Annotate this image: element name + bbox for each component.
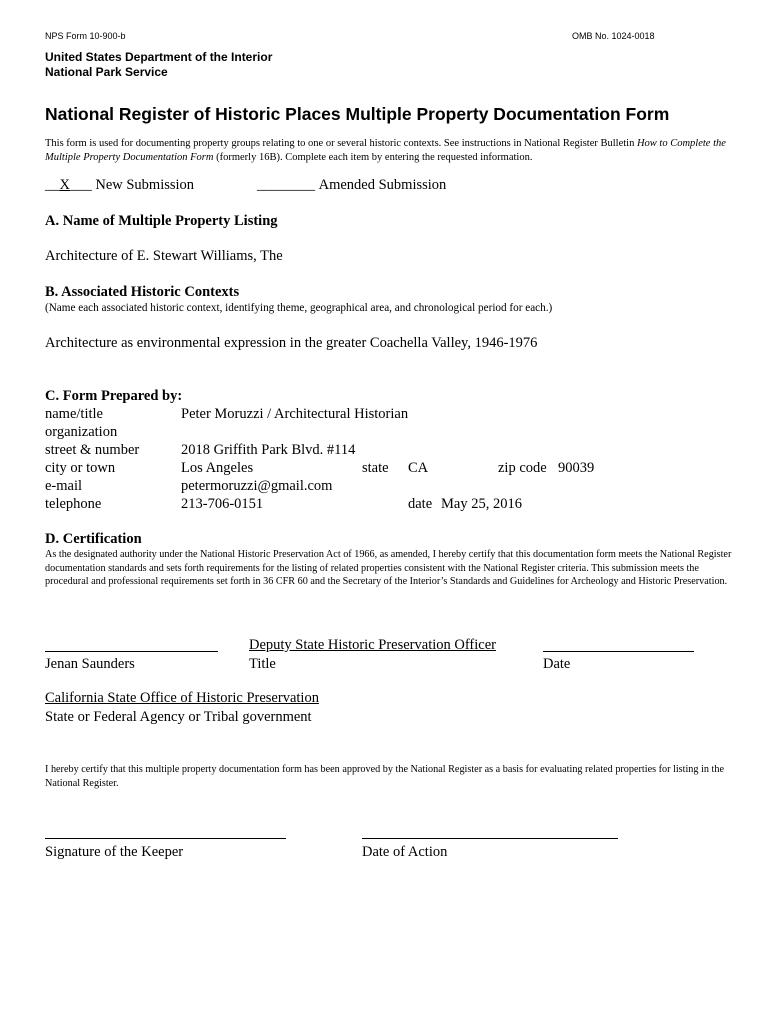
intro-bulletin-title: How to Complete the Multiple Property Documentation Form: [45, 138, 726, 163]
new-submission-blank-prefix: __: [45, 177, 60, 193]
name-title-label: name/title: [45, 406, 103, 422]
agency-department: United States Department of the Interior: [45, 50, 273, 64]
omb-number: OMB No. 1024-0018: [572, 31, 655, 41]
city-value: Los Angeles: [181, 460, 254, 476]
approval-text: I hereby certify that this multiple property documentation form has been approved by the National Register as a basis for evaluating related properties for listing in the National Register.: [45, 764, 724, 789]
state-value: CA: [408, 460, 429, 476]
street-label: street & number: [45, 442, 140, 458]
shpo-signer-name: Jenan Saunders: [45, 656, 135, 672]
section-d-heading: D. Certification: [45, 531, 142, 547]
name-title-value: Peter Moruzzi / Architectural Historian: [181, 406, 409, 422]
form-number: NPS Form 10-900-b: [45, 31, 126, 41]
page-title: National Register of Historic Places Multiple Property Documentation Form: [45, 104, 670, 124]
intro-text-after: (formerly 16B). Complete each item by entering the requested information.: [213, 152, 533, 163]
shpo-title-label: Title: [249, 656, 276, 672]
keeper-signature-label: Signature of the Keeper: [45, 844, 184, 860]
shpo-date-line: [543, 651, 694, 652]
new-submission-field: [45, 177, 194, 194]
zip-label: zip code: [498, 460, 547, 476]
telephone-value: 213-706-0151: [181, 496, 264, 512]
section-c-heading: C. Form Prepared by:: [45, 388, 183, 404]
certification-text: As the designated authority under the National Historic Preservation Act of 1966, as amended, I hereby certify that this documentation form meets the National Register documentation standards and sets forth requirements for the listing of related properties consistent with the National Register criteria. This submission meets the procedural and professional requirements set forth in 36 CFR 60 and the Secretary of the Interior’s Standards and Guidelines for Archeology and Historic Preservation.: [45, 549, 732, 587]
amended-submission-blank: ________: [257, 177, 315, 193]
new-submission-blank-suffix: ___: [69, 177, 92, 193]
street-value: 2018 Griffith Park Blvd. #114: [181, 442, 356, 458]
amended-submission-label: Amended Submission: [318, 177, 447, 193]
shpo-signature-line: [45, 651, 218, 652]
city-label: city or town: [45, 460, 116, 476]
zip-value: 90039: [558, 460, 595, 476]
state-label: state: [362, 460, 389, 476]
organization-label: organization: [45, 424, 118, 440]
shpo-title-value: Deputy State Historic Preservation Officer: [249, 637, 496, 653]
prepared-date-label: date: [408, 496, 433, 512]
email-value: petermoruzzi@gmail.com: [181, 478, 333, 494]
section-b-note: (Name each associated historic context, identifying theme, geographical area, and chronological period for each.): [45, 302, 553, 314]
action-date-label: Date of Action: [362, 844, 448, 860]
prepared-date-value: May 25, 2016: [441, 496, 522, 512]
section-b-heading: B. Associated Historic Contexts: [45, 284, 240, 300]
new-submission-label: New Submission: [95, 177, 195, 193]
agency-value: California State Office of Historic Preservation: [45, 690, 319, 706]
email-label: e-mail: [45, 478, 83, 494]
section-a-value: Architecture of E. Stewart Williams, The: [45, 248, 283, 264]
section-a-heading: A. Name of Multiple Property Listing: [45, 213, 278, 229]
intro-paragraph: [45, 137, 735, 165]
action-date-line: [362, 838, 618, 839]
agency-service: National Park Service: [45, 65, 168, 79]
agency-label: State or Federal Agency or Tribal government: [45, 709, 312, 725]
amended-submission-field: [257, 177, 446, 194]
new-submission-mark: X: [59, 177, 70, 193]
keeper-signature-line: [45, 838, 286, 839]
section-b-value: Architecture as environmental expression in the greater Coachella Valley, 1946-1976: [45, 335, 538, 351]
intro-text-before: This form is used for documenting property groups relating to one or several historic contexts. See instructions in National Register Bulletin: [45, 138, 637, 149]
shpo-date-label: Date: [543, 656, 571, 672]
telephone-label: telephone: [45, 496, 102, 512]
